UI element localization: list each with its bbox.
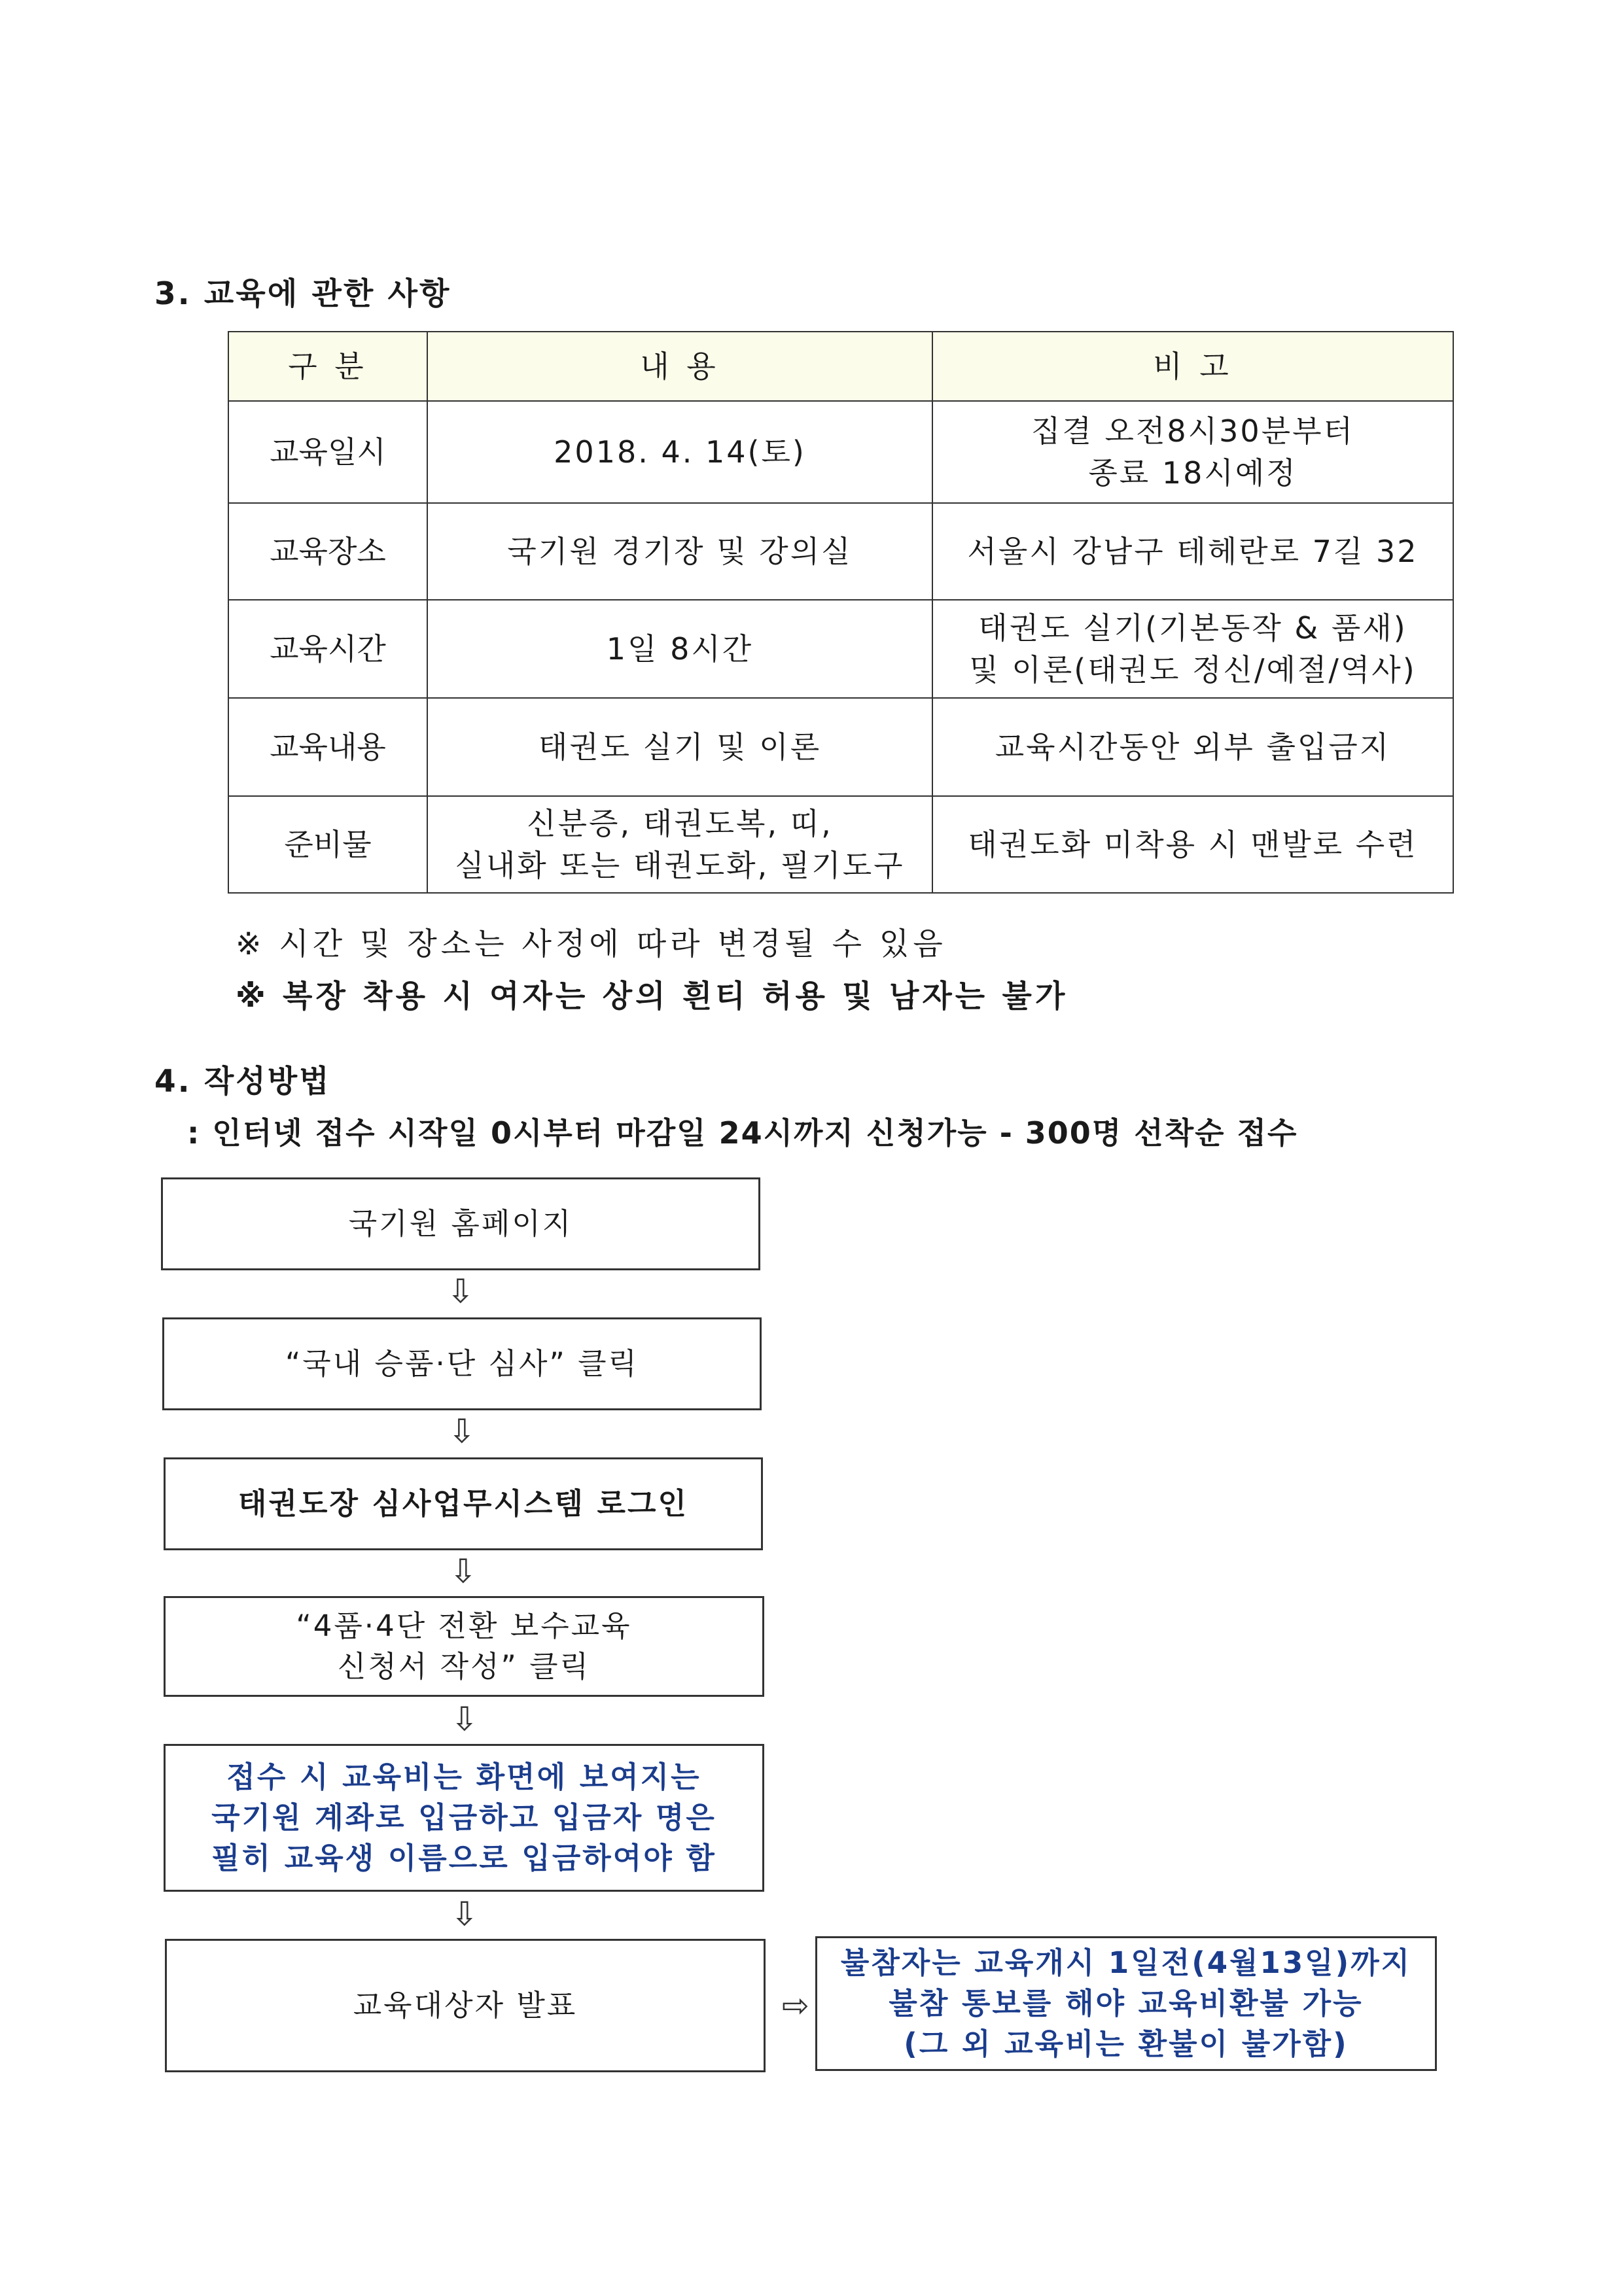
notice-line: 불참자는 교육개시 1일전(4월13일)까지 <box>840 1945 1412 1980</box>
row-content: 2018. 4. 14(토) <box>427 401 932 503</box>
table-row <box>228 503 1453 600</box>
table-row <box>228 796 1453 893</box>
flow-step-application-form <box>164 1596 764 1697</box>
flow-step-exam-click <box>162 1317 762 1410</box>
header-content: 내 용 <box>427 332 932 401</box>
row-note <box>932 796 1453 893</box>
table-row <box>228 698 1453 796</box>
notice-line: 불참 통보를 해야 교육비환불 가능 <box>889 1986 1364 2021</box>
note-line: 서울시 강남구 테헤란로 7길 32 <box>967 534 1419 569</box>
flow-step-label: 태권도장 심사업무시스템 로그인 <box>238 1486 688 1521</box>
down-arrow-icon: ⇩ <box>451 1895 478 1933</box>
note-line: 태권도 실기(기본동작 & 품새) <box>978 610 1407 646</box>
absence-refund-notice <box>815 1936 1437 2071</box>
flow-step-line: 필히 교육생 이름으로 입금하여야 함 <box>211 1841 716 1875</box>
flow-step-line: “4품·4단 전환 보수교육 <box>296 1609 632 1643</box>
down-arrow-icon: ⇩ <box>451 1700 478 1738</box>
content-line: 신분증, 태권도복, 띠, <box>527 806 833 841</box>
table-row <box>228 600 1453 698</box>
content-line: 실내화 또는 태권도화, 필기도구 <box>455 848 905 883</box>
flow-step-label: 교육대상자 발표 <box>353 1988 578 2023</box>
row-content: 1일 8시간 <box>427 600 932 698</box>
row-label: 교육장소 <box>228 503 427 600</box>
flow-step-line: 신청서 작성” 클릭 <box>337 1649 591 1684</box>
flow-step-line: 접수 시 교육비는 화면에 보여지는 <box>226 1760 701 1794</box>
down-arrow-icon: ⇩ <box>447 1272 474 1310</box>
note-line: 및 이론(태권도 정신/예절/역사) <box>969 652 1417 687</box>
flow-step-label: “국내 승품·단 심사” 클릭 <box>285 1346 639 1381</box>
flow-step-announcement <box>165 1939 766 2072</box>
row-note <box>932 600 1453 698</box>
education-table <box>228 331 1454 894</box>
table-header-row <box>228 332 1453 401</box>
flow-step-homepage <box>161 1177 760 1270</box>
note-line: 태권도화 미착용 시 맨발로 수련 <box>968 827 1418 862</box>
header-remarks: 비 고 <box>932 332 1453 401</box>
note-dress-code: ※ 복장 착용 시 여자는 상의 흰티 허용 및 남자는 불가 <box>236 979 1068 1015</box>
down-arrow-icon: ⇩ <box>448 1412 476 1450</box>
notice-line: (그 외 교육비는 환불이 불가함) <box>904 2026 1349 2061</box>
section-3-heading: 3. 교육에 관한 사항 <box>154 276 451 312</box>
note-line: 집결 오전8시30분부터 <box>1031 413 1354 449</box>
table-row <box>228 401 1453 503</box>
note-line: 종료 18시예정 <box>1088 455 1297 491</box>
flow-step-label: 국기원 홈페이지 <box>348 1206 573 1241</box>
row-label: 준비물 <box>228 796 427 893</box>
section-4-heading: 4. 작성방법 <box>154 1064 331 1100</box>
row-note <box>932 401 1453 503</box>
header-category: 구 분 <box>228 332 427 401</box>
flow-step-login <box>164 1457 763 1550</box>
right-arrow-icon: ⇨ <box>782 1987 809 2025</box>
row-note <box>932 503 1453 600</box>
flow-step-line: 국기원 계좌로 입금하고 입금자 명은 <box>211 1800 716 1835</box>
note-schedule-change: ※ 시간 및 장소는 사정에 따라 변경될 수 있음 <box>236 926 947 962</box>
row-content: 태권도 실기 및 이론 <box>427 698 932 796</box>
flow-step-payment <box>164 1744 764 1892</box>
row-label: 교육시간 <box>228 600 427 698</box>
row-note <box>932 698 1453 796</box>
row-content <box>427 796 932 893</box>
row-label: 교육내용 <box>228 698 427 796</box>
application-period: : 인터넷 접수 시작일 0시부터 마감일 24시까지 신청가능 - 300명 선착순 접수 <box>187 1115 1298 1151</box>
row-content: 국기원 경기장 및 강의실 <box>427 503 932 600</box>
down-arrow-icon: ⇩ <box>450 1552 477 1590</box>
note-line: 교육시간동안 외부 출입금지 <box>995 729 1391 765</box>
row-label: 교육일시 <box>228 401 427 503</box>
